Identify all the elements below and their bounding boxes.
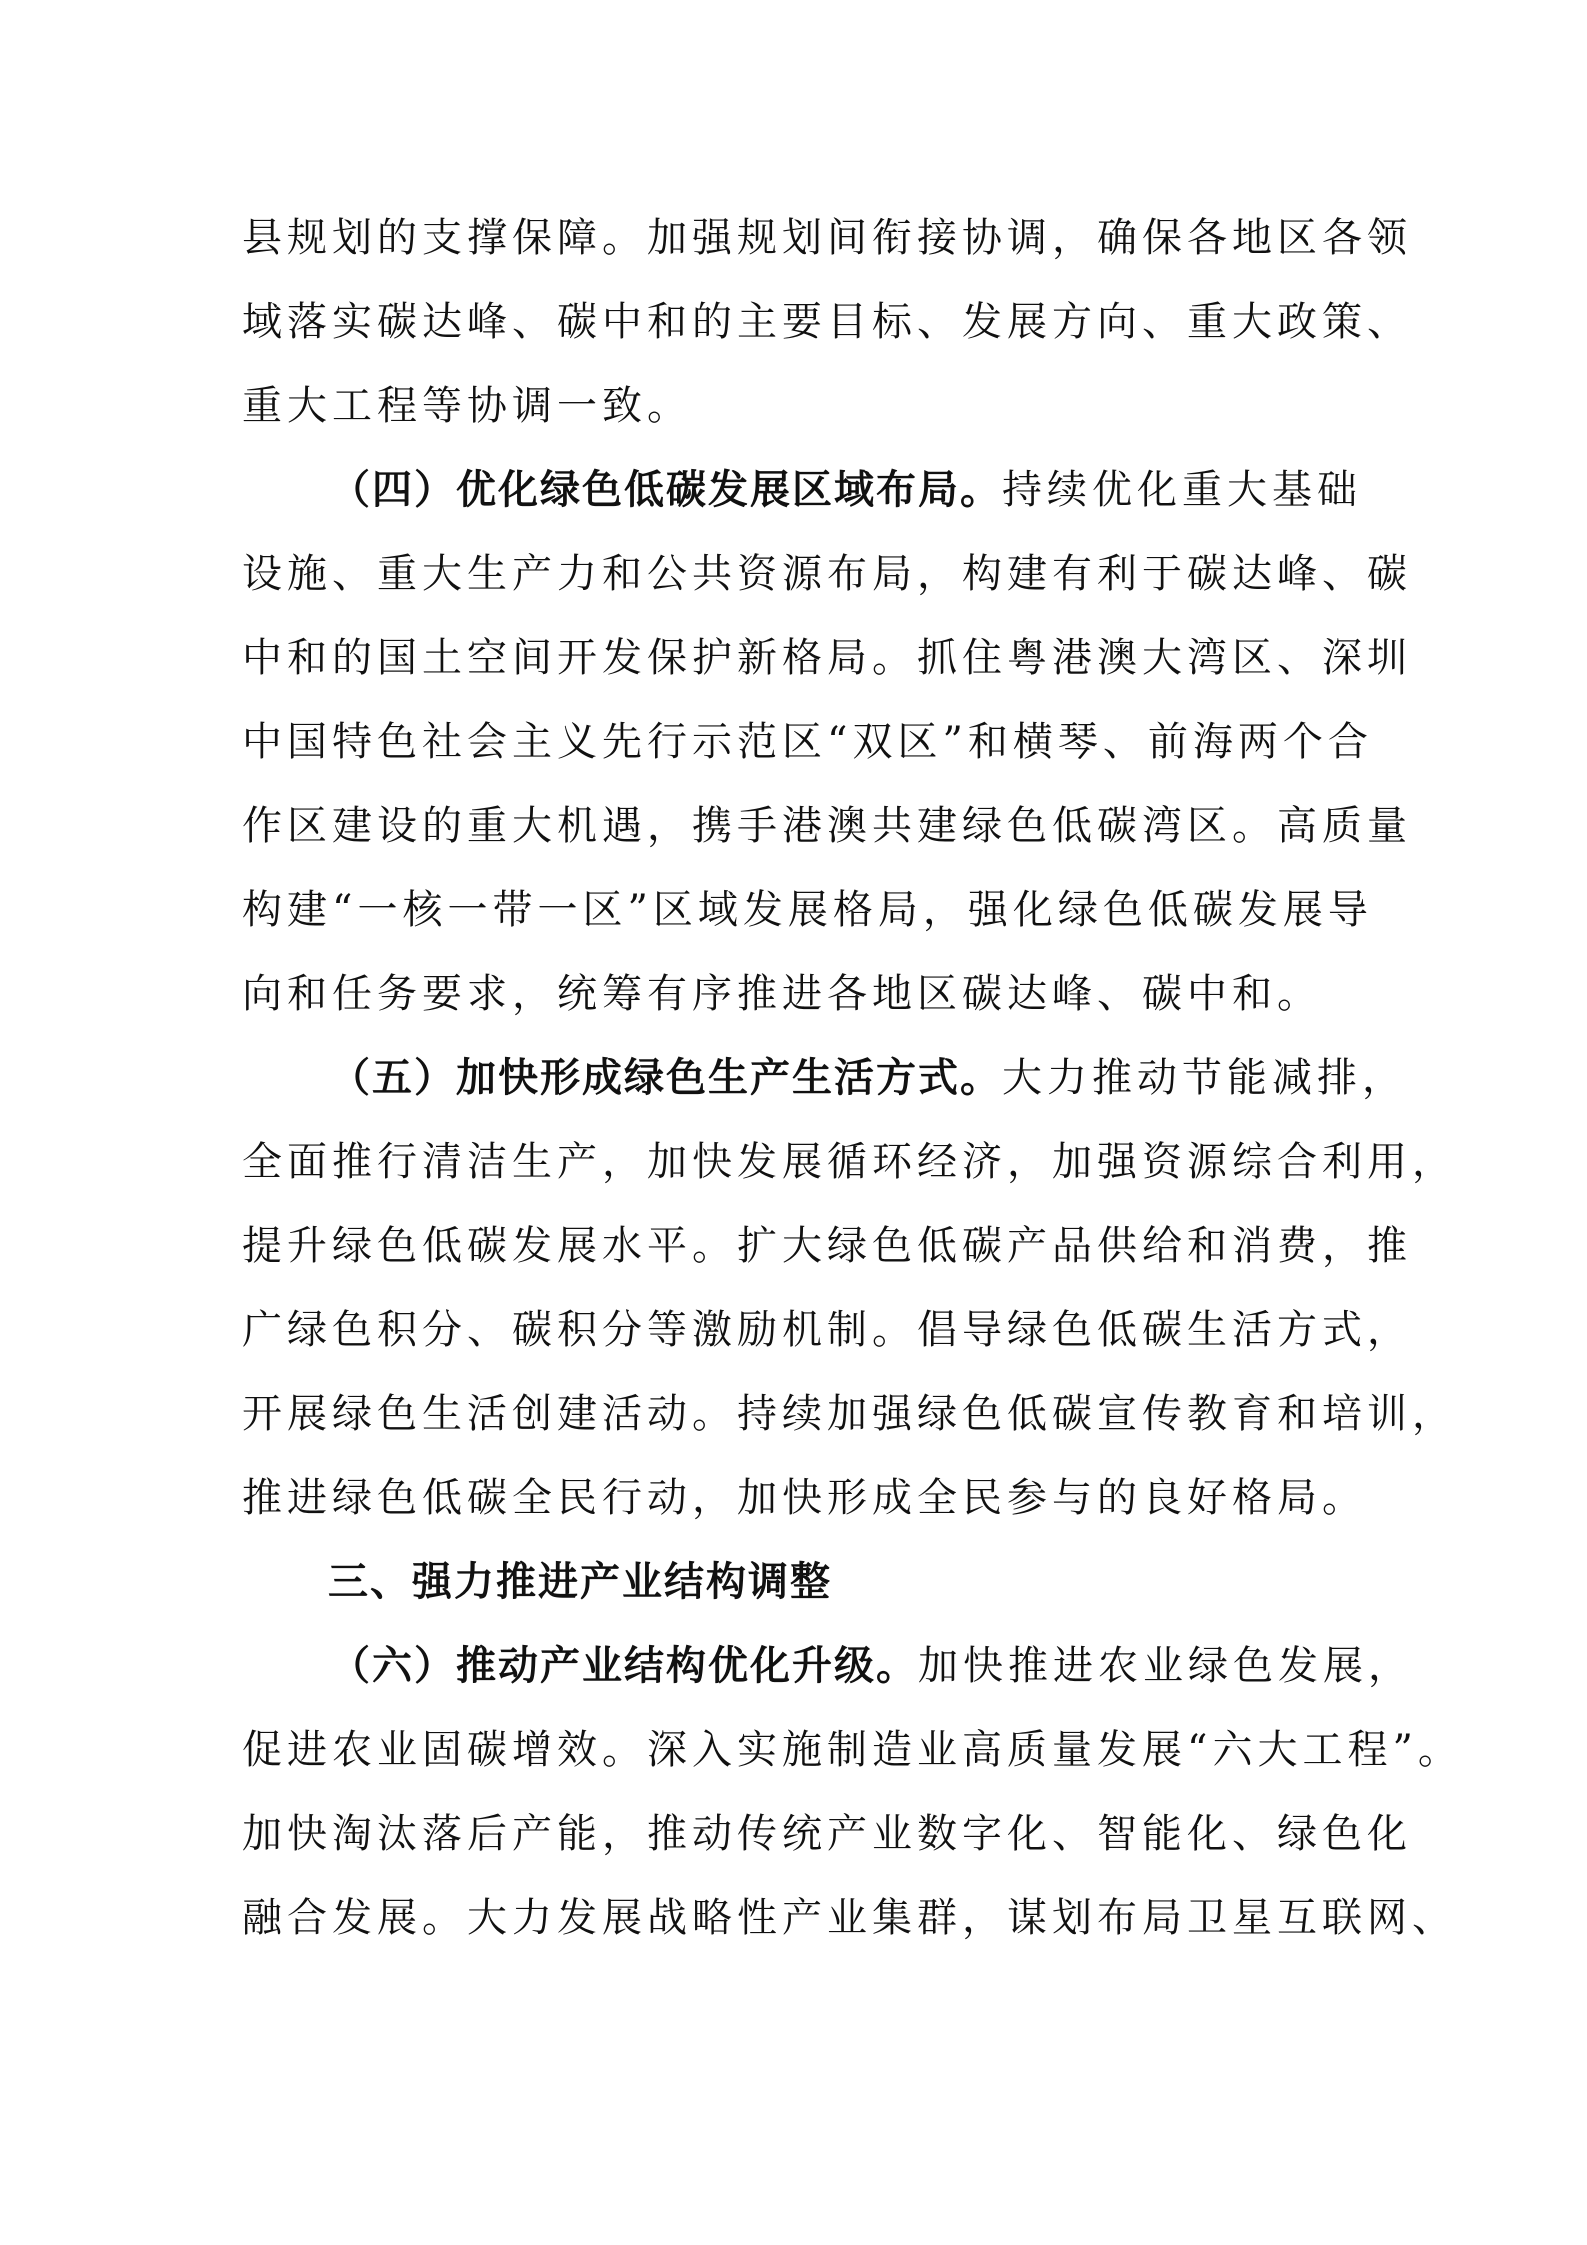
text-line [242,1708,1463,1792]
line-text: 推进绿色低碳全民行动，加快形成全民参与的良好格局。 [242,1475,1367,1521]
text-line [242,196,1412,280]
line-text: 县规划的支撑保障。加强规划间衔接协调，确保各地区各领 [242,215,1412,261]
chapter-heading: 三、强力推进产业结构调整 [328,1559,832,1605]
line-text: 融合发展。大力发展战略性产业集群，谋划布局卫星互联网、 [242,1895,1457,1941]
line-text: 向和任务要求，统筹有序推进各地区碳达峰、碳中和。 [242,971,1322,1017]
line-text: 中和的国土空间开发保护新格局。抓住粤港澳大湾区、深圳 [242,635,1412,681]
line-text: 提升绿色低碳发展水平。扩大绿色低碳产品供给和消费，推 [242,1223,1412,1269]
line-text: 作区建设的重大机遇，携手港澳共建绿色低碳湾区。高质量 [242,803,1412,849]
paragraph-start-line [242,1036,1407,1120]
text-line [242,1876,1457,1960]
text-line [242,1120,1457,1204]
section-heading: （四）优化绿色低碳发展区域布局。 [330,467,1002,513]
section-heading: （六）推动产业结构优化升级。 [330,1643,918,1689]
line-text: 持续优化重大基础 [1002,467,1362,513]
line-text: 全面推行清洁生产，加快发展循环经济，加强资源综合利用， [242,1139,1457,1185]
line-text: 构建“一核一带一区”区域发展格局，强化绿色低碳发展导 [242,887,1373,933]
line-text: 促进农业固碳增效。深入实施制造业高质量发展“六大工程”。 [242,1727,1463,1773]
section-heading: （五）加快形成绿色生产生活方式。 [330,1055,1002,1101]
text-line [242,1456,1367,1540]
text-line [242,280,1412,364]
line-text: 域落实碳达峰、碳中和的主要目标、发展方向、重大政策、 [242,299,1412,345]
text-line [242,1204,1412,1288]
paragraph-start-line [242,1624,1413,1708]
line-text: 中国特色社会主义先行示范区“双区”和横琴、前海两个合 [242,719,1373,765]
text-line [242,700,1373,784]
text-line [242,532,1412,616]
text-line [242,868,1373,952]
text-line [242,1372,1457,1456]
line-text: 设施、重大生产力和公共资源布局，构建有利于碳达峰、碳 [242,551,1412,597]
text-line [242,616,1412,700]
paragraph-start-line [242,448,1362,532]
line-text: 开展绿色生活创建活动。持续加强绿色低碳宣传教育和培训， [242,1391,1457,1437]
line-text: 大力推动节能减排， [1002,1055,1407,1101]
document-body [242,196,1463,1960]
text-line [242,952,1342,1036]
text-line [242,784,1412,868]
chapter-heading-line [242,1540,1342,1624]
text-line [242,1792,1412,1876]
text-line [242,364,1342,448]
line-text: 重大工程等协调一致。 [242,383,692,429]
line-text: 加快淘汰落后产能，推动传统产业数字化、智能化、绿色化 [242,1811,1412,1857]
line-text: 加快推进农业绿色发展， [918,1643,1413,1689]
line-text: 广绿色积分、碳积分等激励机制。倡导绿色低碳生活方式， [242,1307,1412,1353]
text-line [242,1288,1412,1372]
